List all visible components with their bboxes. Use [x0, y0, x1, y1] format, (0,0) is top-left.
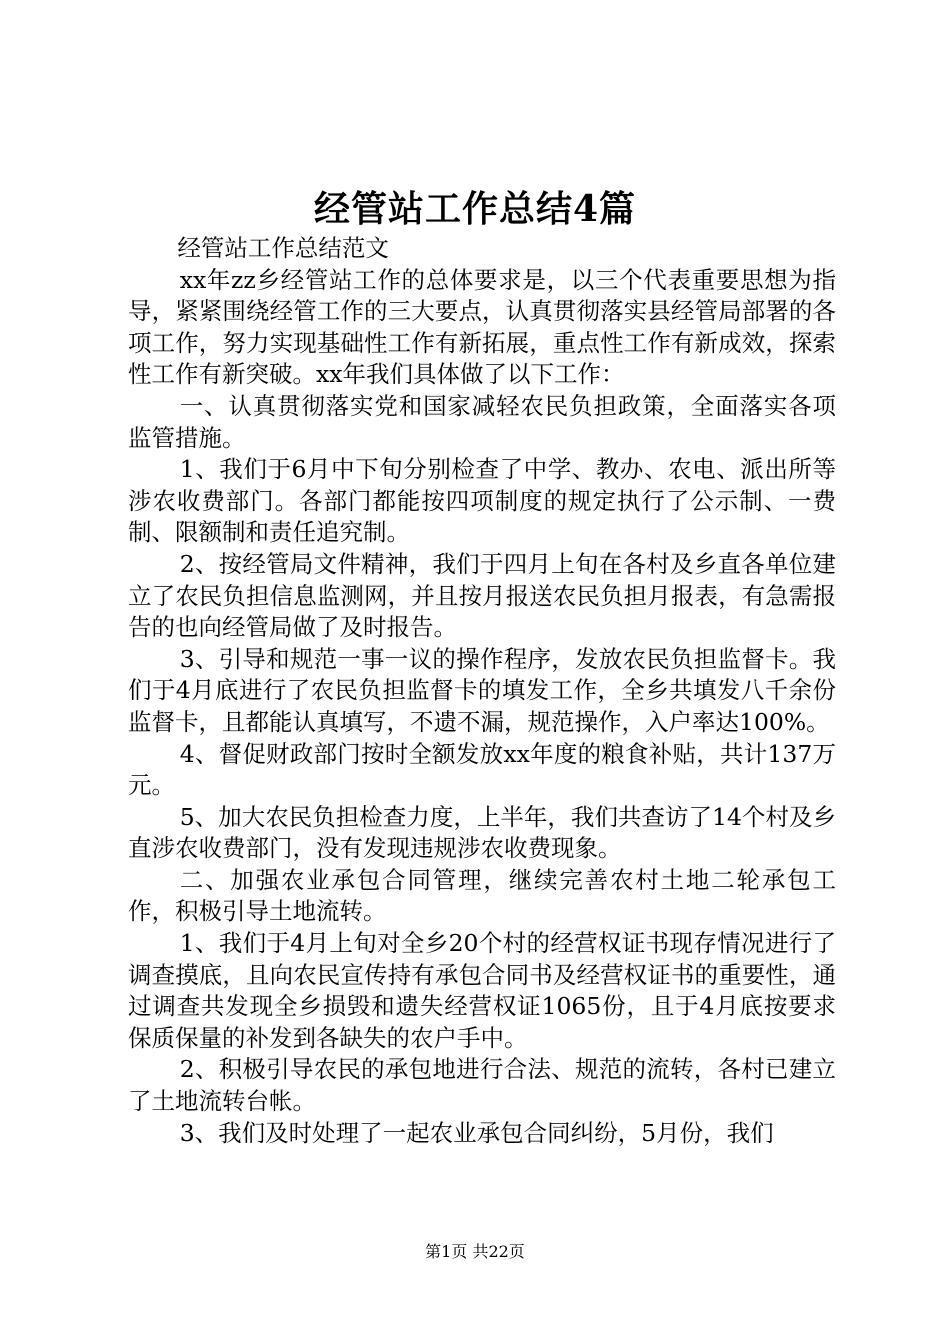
- paragraph: 1、我们于4月上旬对全乡20个村的经营权证书现存情况进行了调查摸底，且向农民宣传持有承包合同书及经营权证书的重要性，通过调查共发现全乡损毁和遗失经营权证1065份，且于4月底按要求保质保量的补发到各缺失的农户手中。: [128, 929, 836, 1052]
- paragraph: 2、按经管局文件精神，我们于四月上旬在各村及乡直各单位建立了农民负担信息监测网，并且按月报送农民负担月报表，有急需报告的也向经管局做了及时报告。: [128, 549, 836, 642]
- paragraph-subtitle: 经管站工作总结范文: [177, 234, 389, 262]
- paragraph: 4、督促财政部门按时全额发放xx年度的粮食补贴，共计137万元。: [128, 739, 836, 800]
- paragraph: 3、引导和规范一事一议的操作程序，发放农民负担监督卡。我们于4月底进行了农民负担监督卡的填发工作，全乡共填发八千余份监督卡，且都能认真填写，不遗不漏，规范操作，入户率达100%。: [128, 644, 836, 736]
- page-footer: 第1页 共22页: [425, 1242, 525, 1261]
- paragraph: xx年zz乡经管站工作的总体要求是，以三个代表重要思想为指导，紧紧围绕经管工作的三大要点，认真贯彻落实县经管局部署的各项工作，努力实现基础性工作有新拓展，重点性工作有新成效，探索性工作有新突破。xx年我们具体做了以下工作：: [128, 265, 836, 389]
- paragraph: 二、加强农业承包合同管理，继续完善农村土地二轮承包工作，积极引导土地流转。: [128, 865, 836, 926]
- paragraph: 5、加大农民负担检查力度，上半年，我们共查访了14个村及乡直涉农收费部门，没有发现违规涉农收费现象。: [128, 802, 836, 863]
- paragraph: 1、我们于6月中下旬分别检查了中学、教办、农电、派出所等涉农收费部门。各部门都能按四项制度的规定执行了公示制、一费制、限额制和责任追究制。: [128, 455, 836, 547]
- paragraph: 一、认真贯彻落实党和国家减轻农民负担政策，全面落实各项监管措施。: [128, 391, 836, 452]
- document-body: [128, 233, 836, 1149]
- paragraph: 2、积极引导农民的承包地进行合法、规范的流转，各村已建立了土地流转台帐。: [128, 1055, 836, 1116]
- document-title: 经管站工作总结4篇: [313, 188, 637, 230]
- paragraph: 3、我们及时处理了一起农业承包合同纠纷，5月份，我们: [179, 1118, 774, 1147]
